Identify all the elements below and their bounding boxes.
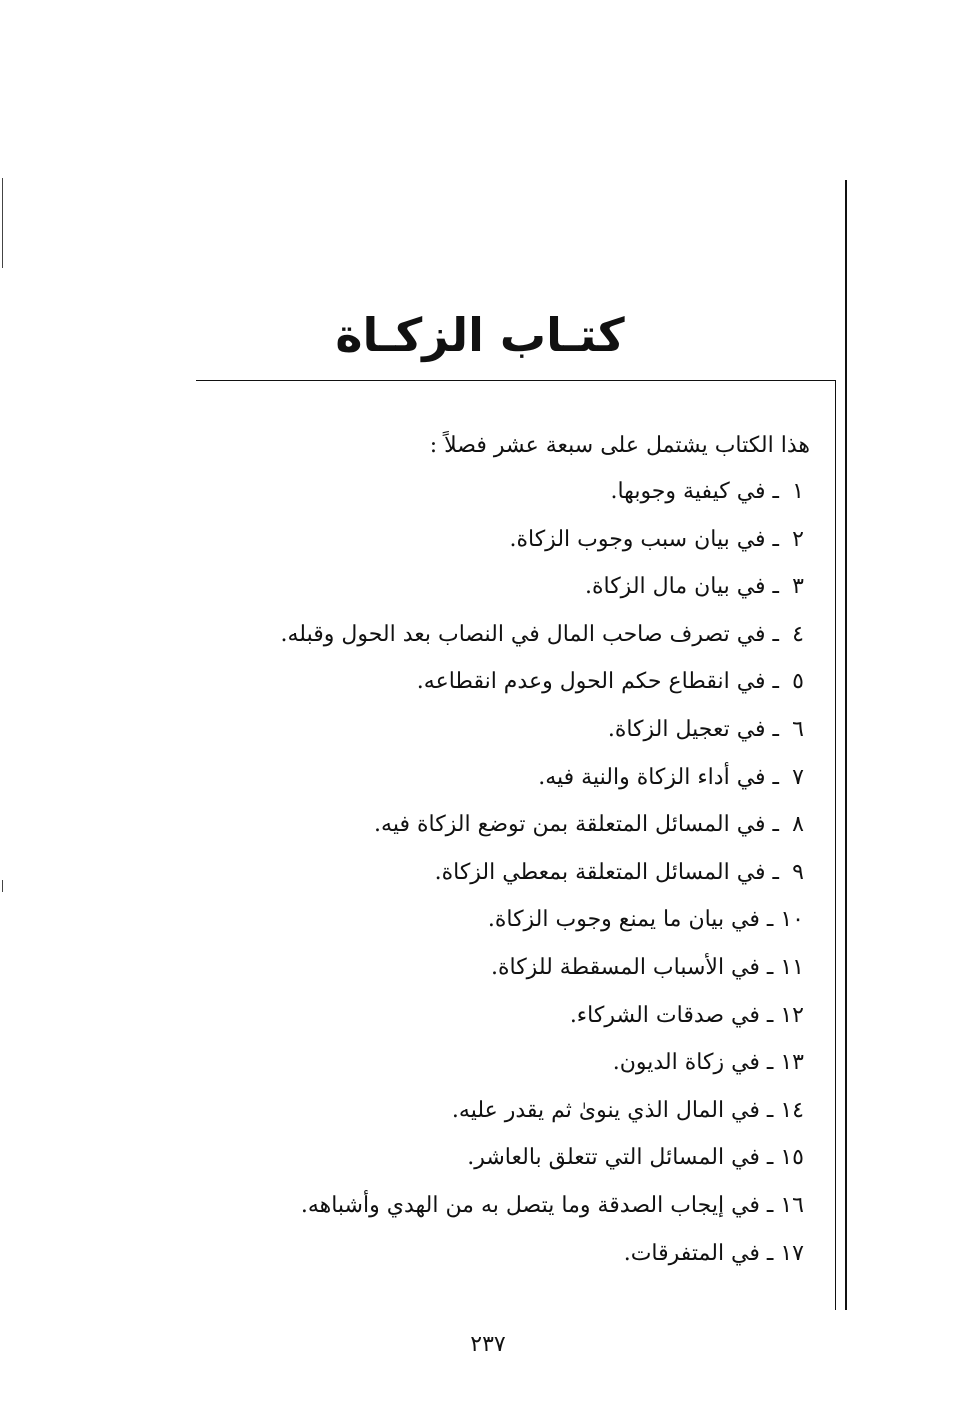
frame-line-inner: [835, 380, 836, 1310]
chapter-number: ١٧: [780, 1240, 804, 1266]
chapter-item: [281, 520, 805, 568]
chapter-title: ـ في تصرف صاحب المال في النصاب بعد الحول وقبله.: [280, 621, 779, 647]
chapter-item: [281, 472, 805, 520]
page-title: كتـاب الزكـاة: [335, 308, 625, 362]
chapter-number: ٢: [792, 526, 804, 552]
chapter-title: ـ في أداء الزكاة والنية فيه.: [538, 764, 779, 790]
chapter-item: [281, 662, 805, 710]
chapter-number: ١٥: [780, 1145, 804, 1171]
chapter-item: [281, 948, 805, 996]
scan-edge-mark: [2, 880, 3, 892]
chapter-title: ـ في المسائل التي تتعلق بالعاشر.: [467, 1145, 774, 1171]
chapter-item: [281, 996, 805, 1044]
chapter-number: ١١: [780, 954, 804, 980]
chapter-number: ١٤: [780, 1097, 804, 1123]
chapter-item: [281, 853, 805, 901]
chapter-title: ـ في المسائل المتعلقة بمعطي الزكاة.: [434, 859, 779, 885]
chapter-title: ـ في تعجيل الزكاة.: [607, 716, 779, 742]
chapter-number: ٣: [792, 574, 804, 600]
chapter-number: ١: [792, 479, 804, 504]
chapter-number: ١٦: [780, 1192, 804, 1218]
chapter-item: [281, 758, 805, 806]
chapter-title: ـ في صدقات الشركاء.: [569, 1002, 774, 1028]
chapter-title: ـ في زكاة الديون.: [612, 1050, 774, 1076]
chapter-item: [281, 1043, 805, 1091]
chapter-item: [281, 615, 805, 663]
chapter-title: ـ في انقطاع حكم الحول وعدم انقطاعه.: [416, 669, 779, 695]
chapter-item: [281, 1186, 805, 1234]
chapter-title: ـ في الأسباب المسقطة للزكاة.: [490, 954, 774, 980]
chapter-number: ١٠: [780, 907, 804, 933]
chapter-number: ٩: [792, 859, 804, 885]
page-number: ٢٣٧: [470, 1332, 506, 1357]
chapter-number: ٨: [792, 812, 804, 838]
chapter-number: ٥: [792, 669, 804, 695]
chapter-item: [281, 710, 805, 758]
chapter-number: ٧: [792, 764, 804, 790]
chapter-title: ـ في إيجاب الصدقة وما يتصل به من الهدي وأشباهه.: [300, 1192, 774, 1218]
chapter-title: ـ في بيان ما يمنع وجوب الزكاة.: [487, 907, 774, 933]
scan-edge-mark: [2, 178, 3, 268]
chapter-number: ١٢: [780, 1002, 804, 1028]
chapter-title: ـ في المال الذي ينوىٰ ثم يقدر عليه.: [451, 1097, 774, 1123]
chapter-item: [281, 1091, 805, 1139]
chapter-item: [281, 567, 805, 615]
chapter-item: [281, 1234, 805, 1282]
frame-line-outer: [845, 180, 847, 1310]
chapter-number: ٦: [792, 716, 804, 742]
intro-text: هذا الكتاب يشتمل على سبعة عشر فصلاً :: [429, 433, 810, 458]
title-rule: [196, 380, 836, 381]
chapter-item: [281, 1138, 805, 1186]
chapter-title: ـ في المتفرقات.: [623, 1240, 774, 1266]
chapter-item: [281, 900, 805, 948]
chapter-number: ٤: [792, 621, 804, 647]
chapter-title: ـ في المسائل المتعلقة بمن توضع الزكاة فيه.: [374, 812, 779, 838]
chapter-list: [281, 472, 805, 1281]
chapter-number: ١٣: [780, 1050, 804, 1076]
chapter-title: ـ في بيان مال الزكاة.: [584, 574, 779, 600]
chapter-title: ـ في بيان سبب وجوب الزكاة.: [509, 526, 779, 552]
chapter-title: ـ في كيفية وجوبها.: [610, 479, 779, 504]
chapter-item: [281, 805, 805, 853]
